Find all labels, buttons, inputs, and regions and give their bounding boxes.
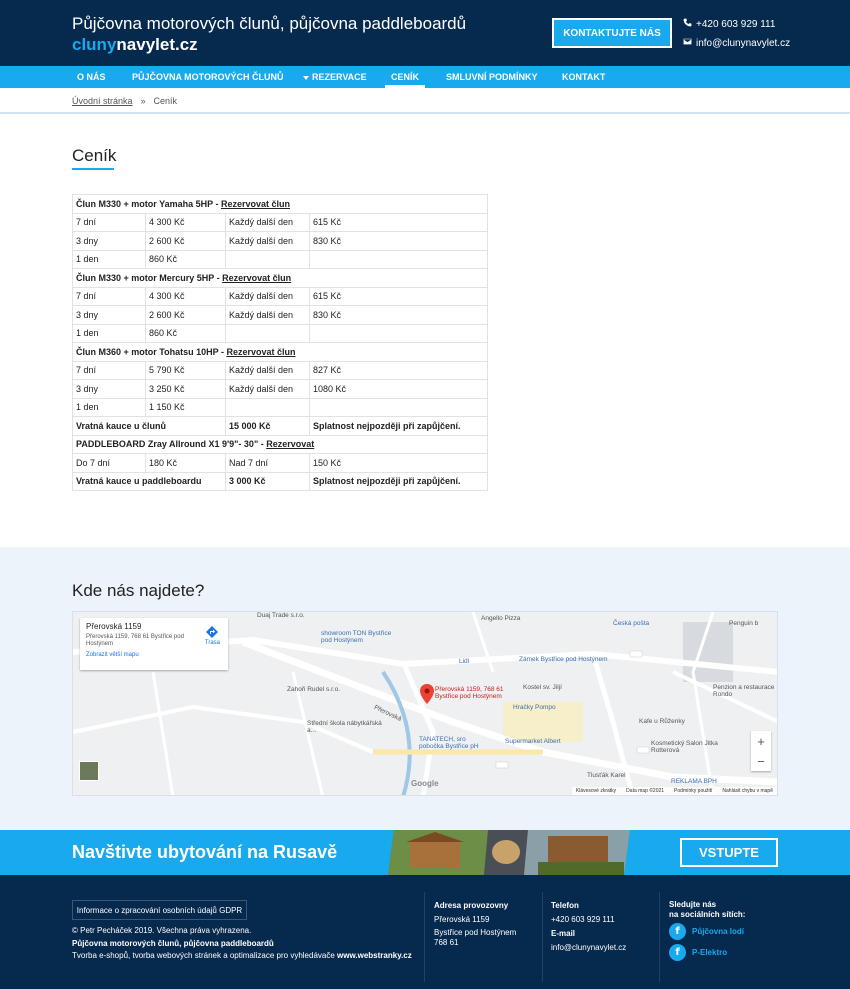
- map-place-angello[interactable]: Angello Pizza: [481, 615, 521, 622]
- table-cell: 1 den: [73, 398, 146, 417]
- table-cell: 4 300 Kč: [146, 213, 226, 232]
- table-cell: Vratná kauce u paddleboardu: [73, 472, 226, 491]
- table-cell: 827 Kč: [310, 361, 488, 380]
- site-title: Půjčovna motorových člunů, půjčovna paddleboardů: [72, 14, 467, 33]
- email-heading: E-mail: [551, 929, 576, 938]
- table-cell: 830 Kč: [310, 306, 488, 325]
- table-section-header: [73, 195, 488, 214]
- map-place-albert[interactable]: Supermarket Albert: [505, 738, 561, 745]
- table-cell: 1 den: [73, 324, 146, 343]
- map-heading: Kde nás najdete?: [72, 581, 205, 600]
- deposit-row: [73, 472, 488, 491]
- table-cell: 2 600 Kč: [146, 306, 226, 325]
- map-street-prerovska: Přerovská: [372, 704, 403, 723]
- table-row: [73, 454, 488, 473]
- map-section: [0, 547, 850, 830]
- gdpr-info-button[interactable]: Informace o zpracování osobních údajů GDPR: [72, 900, 247, 920]
- facebook-icon: f: [669, 923, 686, 940]
- header-email-text: info@clunynavylet.cz: [696, 37, 791, 49]
- embedded-map[interactable]: [72, 611, 778, 796]
- zoom-out-button[interactable]: −: [757, 753, 765, 769]
- table-cell: [310, 250, 488, 269]
- table-cell: 4 300 Kč: [146, 287, 226, 306]
- footer-copyright-block: [72, 925, 412, 963]
- address-line-2: Bystřice pod Hostýnem: [434, 928, 517, 937]
- table-cell: Každý další den: [226, 306, 310, 325]
- map-place-rudel[interactable]: Zahoři Rudel s.r.o.: [287, 686, 341, 693]
- table-cell: 1080 Kč: [310, 380, 488, 399]
- facebook-icon: f: [669, 944, 686, 961]
- table-cell: 3 000 Kč: [226, 472, 310, 491]
- table-cell: 1 150 Kč: [146, 398, 226, 417]
- product-name: PADDLEBOARD Zray Allround X1 9'9"- 30" -: [76, 439, 267, 450]
- social-link-pelektro[interactable]: [669, 944, 745, 961]
- map-place-penguin[interactable]: Penguin b: [729, 620, 759, 627]
- table-cell: 5 790 Kč: [146, 361, 226, 380]
- table-cell: 830 Kč: [310, 232, 488, 251]
- table-cell: Splatnost nejpozději při zapůjčení.: [310, 472, 488, 491]
- nav-item-boat-rental[interactable]: PŮJČOVNA MOTOROVÝCH ČLUNŮ: [132, 72, 284, 82]
- site-header: [0, 0, 850, 66]
- table-cell: Každý další den: [226, 361, 310, 380]
- directions-icon: [206, 626, 218, 638]
- social-link-boats-label: Půjčovna lodí: [692, 926, 745, 936]
- nav-item-pricelist[interactable]: CENÍK: [385, 66, 425, 88]
- breadcrumb: [72, 96, 177, 106]
- address-line-1: Přerovská 1159: [434, 915, 490, 924]
- map-marker-label: Přerovská 1159, 768 61 Bystřice pod Hostýnem: [435, 686, 504, 700]
- table-cell: 615 Kč: [310, 213, 488, 232]
- product-name: Člun M330 + motor Yamaha 5HP -: [76, 198, 221, 209]
- phone-heading: Telefon: [551, 901, 579, 910]
- section-title-cell: [73, 269, 488, 288]
- envelope-icon: [683, 37, 692, 49]
- map-place-lidl[interactable]: Lidl: [459, 658, 470, 665]
- site-logo[interactable]: [72, 35, 198, 55]
- table-cell: Každý další den: [226, 232, 310, 251]
- footer-divider: [659, 892, 660, 982]
- larger-map-link[interactable]: Zobrazit větší mapu: [86, 652, 139, 659]
- footer-contact: [551, 900, 626, 954]
- map-info-address: Přerovská 1159, 768 61 Bystřice pod Hostýnem: [86, 634, 184, 648]
- cabins-photo: [388, 830, 630, 875]
- accommodation-banner[interactable]: [0, 830, 850, 875]
- map-place-skola[interactable]: Střední škola nábytkářská a...: [307, 720, 382, 734]
- credit-text: Tvorba e-shopů, tvorba webových stránek a optimalizace pro vyhledávače: [72, 951, 338, 960]
- price-table: [72, 194, 488, 491]
- table-cell: 180 Kč: [146, 454, 226, 473]
- table-cell: 7 dní: [73, 213, 146, 232]
- header-phone[interactable]: [683, 18, 775, 30]
- table-row: [73, 250, 488, 269]
- map-place-penzion[interactable]: Penzion a restaurace Rondo: [713, 684, 775, 698]
- banner-text: Navštivte ubytování na Rusavě: [72, 842, 338, 862]
- table-cell: Do 7 dní: [73, 454, 146, 473]
- route-button[interactable]: [205, 626, 220, 646]
- footer-email[interactable]: info@clunynavylet.cz: [551, 943, 627, 952]
- reserve-link[interactable]: Rezervovat člun: [226, 346, 296, 357]
- report-error-link[interactable]: Nahlásit chybu v mapě: [722, 788, 773, 794]
- map-place-zamek[interactable]: Zámek Bystřice pod Hostýnem: [519, 656, 608, 663]
- table-section-header: [73, 435, 488, 454]
- copyright-text: © Petr Pecháček 2019. Všechna práva vyhrazena.: [72, 926, 252, 935]
- table-cell: [310, 398, 488, 417]
- table-row: [73, 380, 488, 399]
- header-phone-text: +420 603 929 111: [696, 18, 776, 30]
- nav-item-reservation-label: REZERVACE: [312, 72, 367, 82]
- site-footer: [0, 875, 850, 989]
- address-heading: Adresa provozovny: [434, 901, 509, 910]
- map-place-showroom[interactable]: showroom TON Bystřice pod Hostýnem: [321, 630, 392, 644]
- enter-button[interactable]: VSTUPTE: [680, 838, 778, 867]
- reserve-link[interactable]: Rezervovat člun: [222, 272, 292, 283]
- footer-divider: [542, 892, 543, 982]
- table-row: [73, 232, 488, 251]
- table-cell: 15 000 Kč: [226, 417, 310, 436]
- footer-phone[interactable]: +420 603 929 111: [551, 915, 615, 924]
- footer-company: Půjčovna motorových člunů, půjčovna paddleboardů: [72, 938, 274, 948]
- table-cell: 150 Kč: [310, 454, 488, 473]
- zoom-in-button[interactable]: +: [757, 733, 765, 749]
- title-underline: [72, 168, 114, 170]
- table-row: [73, 324, 488, 343]
- table-cell: Každý další den: [226, 213, 310, 232]
- map-data-text: Data map ©2021: [626, 788, 665, 794]
- table-cell: 7 dní: [73, 287, 146, 306]
- route-label: Trasa: [204, 640, 220, 646]
- table-row: [73, 361, 488, 380]
- header-email[interactable]: [683, 37, 790, 49]
- table-cell: 3 dny: [73, 380, 146, 399]
- social-heading-2: na sociálních sítích:: [669, 910, 746, 919]
- contact-us-button[interactable]: KONTAKTUJTE NÁS: [552, 18, 672, 48]
- nav-item-reservation[interactable]: [297, 66, 373, 88]
- table-cell: 615 Kč: [310, 287, 488, 306]
- table-cell: 7 dní: [73, 361, 146, 380]
- map-info-card: [80, 618, 228, 670]
- table-cell: 3 dny: [73, 232, 146, 251]
- breadcrumb-divider: [0, 112, 850, 114]
- breadcrumb-home[interactable]: Úvodní stránka: [72, 96, 133, 106]
- map-info-title: Přerovská 1159: [86, 622, 142, 631]
- page-title: Ceník: [72, 146, 117, 165]
- breadcrumb-current: Ceník: [153, 96, 178, 106]
- table-cell: Splatnost nejpozději při zapůjčení.: [310, 417, 488, 436]
- zoom-controls: [751, 731, 771, 771]
- nav-item-about[interactable]: O NÁS: [77, 72, 106, 82]
- phone-icon: [683, 18, 692, 30]
- google-logo: Google: [411, 779, 439, 788]
- social-link-pelektro-label: P-Elektro: [692, 947, 728, 957]
- product-name: Člun M330 + motor Mercury 5HP -: [76, 272, 223, 283]
- footer-address: [434, 900, 516, 948]
- table-row: [73, 306, 488, 325]
- map-place-kafe[interactable]: Kafe u Růženky: [639, 718, 685, 725]
- caret-down-icon: [303, 76, 309, 80]
- terms-of-use-link[interactable]: Podmínky použití: [674, 788, 713, 794]
- map-place-tlustak[interactable]: Tlusťák Karel: [587, 772, 626, 779]
- breadcrumb-separator: »: [140, 96, 146, 106]
- logo-part-1: cluny: [72, 35, 117, 54]
- table-cell: Každý další den: [226, 287, 310, 306]
- table-cell: Vratná kauce u člunů: [73, 417, 226, 436]
- reserve-link[interactable]: Rezervovat: [266, 439, 315, 450]
- table-cell: 3 250 Kč: [146, 380, 226, 399]
- nav-item-contact[interactable]: KONTAKT: [562, 72, 606, 82]
- table-cell: [226, 324, 310, 343]
- table-row: [73, 398, 488, 417]
- keyboard-shortcuts-link[interactable]: Klávesové zkratky: [575, 788, 617, 794]
- map-place-kostel[interactable]: Kostel sv. Jiljí: [523, 684, 562, 691]
- main-navigation: [0, 66, 850, 88]
- social-link-boats[interactable]: [669, 923, 745, 940]
- footer-divider: [424, 892, 425, 982]
- table-cell: [310, 324, 488, 343]
- credit-link[interactable]: www.webstranky.cz: [337, 951, 412, 960]
- address-line-3: 768 61: [434, 938, 459, 947]
- map-place-tanatech[interactable]: TANATECH, sro pobočka Bystřice pH: [419, 736, 479, 750]
- section-title-cell: [73, 195, 488, 214]
- deposit-row: [73, 417, 488, 436]
- map-place-posta[interactable]: Česká pošta: [613, 620, 650, 627]
- section-title-cell: [73, 435, 488, 454]
- table-cell: 3 dny: [73, 306, 146, 325]
- location-pin-icon[interactable]: [420, 684, 434, 707]
- table-cell: Každý další den: [226, 380, 310, 399]
- table-cell: 860 Kč: [146, 324, 226, 343]
- map-attribution: [572, 787, 777, 795]
- logo-part-2: navylet.cz: [116, 35, 198, 54]
- table-cell: Nad 7 dní: [226, 454, 310, 473]
- nav-item-terms[interactable]: SMLUVNÍ PODMÍNKY: [446, 72, 538, 82]
- table-cell: 2 600 Kč: [146, 232, 226, 251]
- table-cell: [226, 398, 310, 417]
- table-row: [73, 287, 488, 306]
- table-cell: 860 Kč: [146, 250, 226, 269]
- table-cell: [226, 250, 310, 269]
- table-section-header: [73, 343, 488, 362]
- map-place-hracky[interactable]: Hračky Pompo: [513, 704, 556, 711]
- map-place-duaj[interactable]: Duaj Trade s.r.o.: [257, 612, 305, 619]
- reserve-link[interactable]: Rezervovat člun: [220, 198, 290, 209]
- satellite-toggle[interactable]: [79, 761, 99, 781]
- table-cell: 1 den: [73, 250, 146, 269]
- social-heading-1: Sledujte nás: [669, 900, 717, 909]
- map-place-reklama[interactable]: REKLAMA BPH: [671, 778, 717, 785]
- footer-social: [669, 900, 745, 961]
- product-name: Člun M360 + motor Tohatsu 10HP -: [76, 346, 227, 357]
- map-place-kosmeticky[interactable]: Kosmetický Salon Jitka Rotterová: [651, 740, 718, 754]
- table-section-header: [73, 269, 488, 288]
- section-title-cell: [73, 343, 488, 362]
- table-row: [73, 213, 488, 232]
